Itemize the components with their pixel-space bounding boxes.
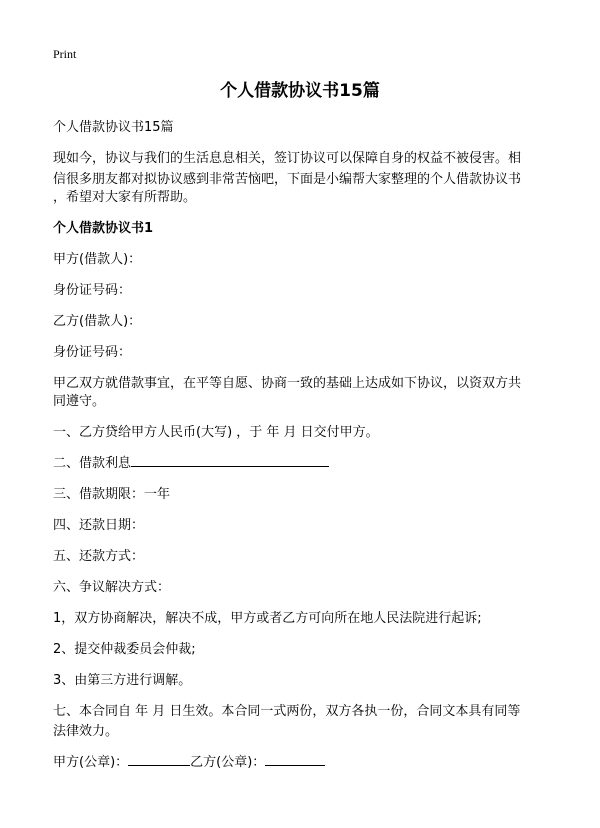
intro-line-2: 信很多朋友都对拟协议感到非常苦恼吧，下面是小编帮大家整理的个人借款协议书 bbox=[53, 172, 522, 187]
document-title: 个人借款协议书15篇 bbox=[220, 81, 380, 101]
seal-a-blank-line bbox=[128, 764, 190, 766]
agreement-line-1: 甲乙双方就借款事宜，在平等自愿、协商一致的基础上达成如下协议，以资双方共 bbox=[53, 376, 522, 391]
party-b-label: 乙方(借款人)： bbox=[53, 314, 142, 329]
clause-2 bbox=[53, 453, 553, 474]
party-a-label: 甲方(借款人)： bbox=[53, 252, 142, 267]
agreement-line-2: 同遵守。 bbox=[53, 394, 106, 409]
dispute-option-1: 1，双方协商解决，解决不成，甲方或者乙方可向所在地人民法院进行起诉; bbox=[53, 611, 482, 626]
dispute-option-3: 3、由第三方进行调解。 bbox=[53, 673, 192, 688]
seal-b-blank-line bbox=[265, 764, 325, 766]
clause-1: 一、乙方贷给甲方人民币(大写) ，于 年 月 日交付甲方。 bbox=[53, 425, 379, 440]
seal-b-label: 乙方(公章)： bbox=[190, 755, 266, 770]
document-subtitle: 个人借款协议书15篇 bbox=[53, 120, 174, 135]
id-number-a-label: 身份证号码： bbox=[53, 283, 132, 298]
id-number-b-label: 身份证号码： bbox=[53, 345, 132, 360]
signature-row bbox=[53, 752, 553, 773]
interest-blank-line bbox=[131, 465, 329, 467]
intro-line-3: ，希望对大家有所帮助。 bbox=[53, 190, 197, 205]
clause-7-line-2: 法律效力。 bbox=[53, 724, 119, 739]
clause-4: 四、还款日期： bbox=[53, 518, 145, 533]
clause-6: 六、争议解决方式： bbox=[53, 580, 171, 595]
clause-5: 五、还款方式： bbox=[53, 549, 145, 564]
clause-7-line-1: 七、本合同自 年 月 日生效。本合同一式两份，双方各执一份，合同文本具有同等 bbox=[53, 704, 521, 719]
seal-a-label: 甲方(公章)： bbox=[53, 755, 129, 770]
dispute-option-2: 2、提交仲裁委员会仲裁; bbox=[53, 642, 196, 657]
clause-3: 三、借款期限：一年 bbox=[53, 487, 171, 502]
section-heading: 个人借款协议书1 bbox=[53, 221, 154, 236]
clause-2-text: 二、借款利息 bbox=[53, 456, 132, 471]
intro-line-1: 现如今，协议与我们的生活息息相关，签订协议可以保障自身的权益不被侵害。相 bbox=[53, 151, 522, 166]
print-link[interactable]: Print bbox=[53, 47, 77, 61]
